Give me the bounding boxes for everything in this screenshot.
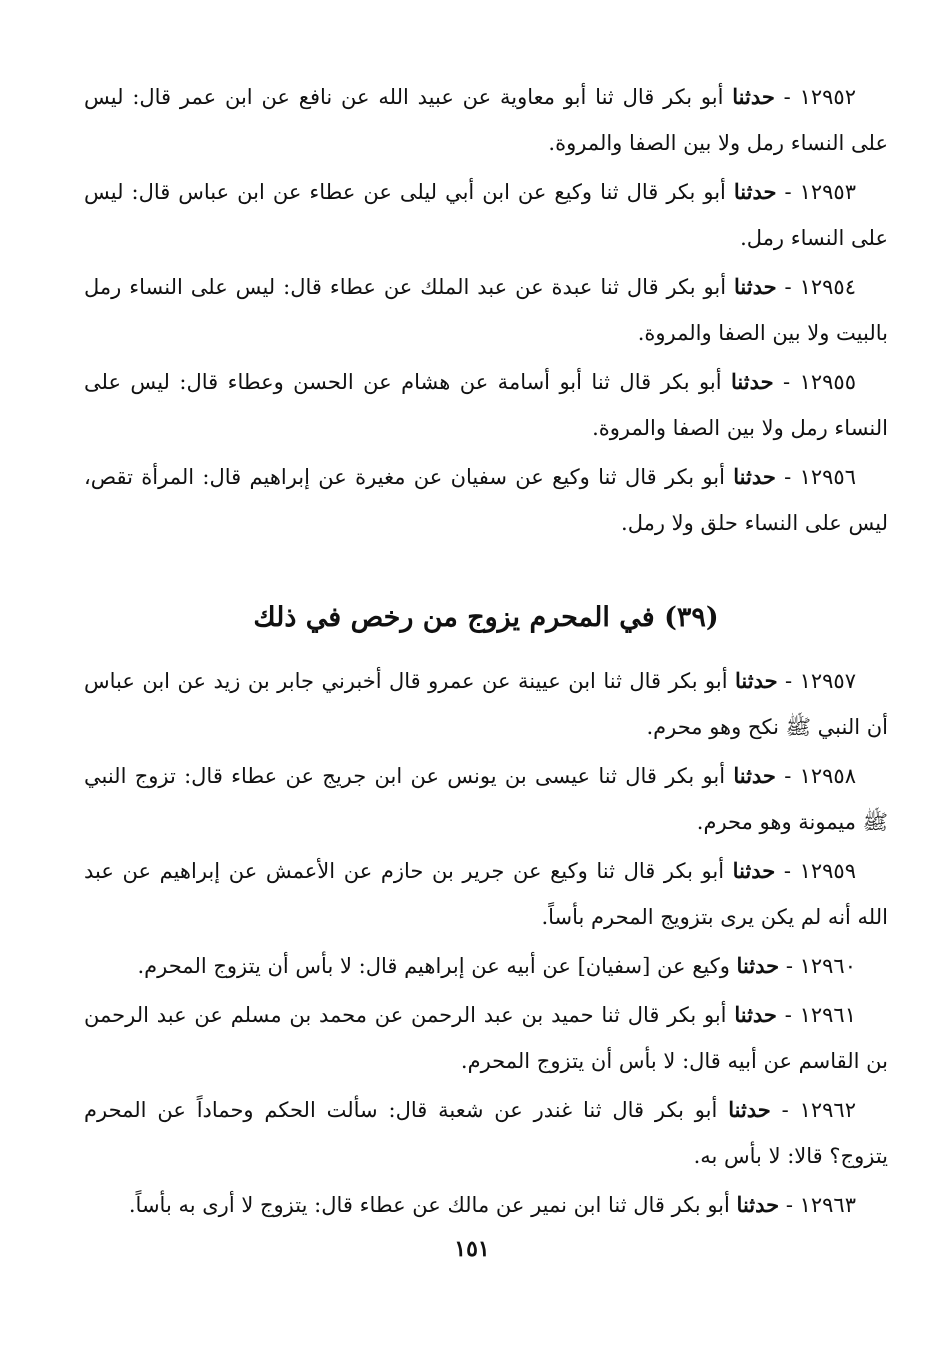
hadith-text: أبو بكر قال ثنا ابن عيينة عن عمرو قال أخبرني جابر بن زيد عن ابن عباس أن النبي ﷺ نكح وهو محرم.: [84, 669, 888, 739]
hadith-number: ١٢٩٥٩: [799, 859, 856, 883]
chapter-heading: (٣٩) في المحرم يزوج من رخص في ذلك: [253, 602, 719, 633]
hadith-text: وكيع عن [سفيان] عن أبيه عن إبراهيم قال: لا بأس أن يتزوج المحرم.: [137, 954, 730, 978]
hadith-lead: حدثنا: [734, 668, 778, 693]
hadith-text: أبو بكر قال ثنا وكيع عن ابن أبي ليلى عن عطاء عن ابن عباس قال: ليس على النساء رمل.: [84, 180, 888, 250]
hadith-list-b: [84, 658, 888, 1228]
hadith-lead: حدثنا: [734, 1002, 777, 1027]
hadith-number: ١٢٩٥٣: [799, 180, 856, 204]
hadith-number: ١٢٩٦٠: [799, 954, 856, 978]
hadith-list-a: [84, 74, 888, 546]
hadith-entry: ١٢٩٦١ - حدثنا أبو بكر قال ثنا حميد بن عبد الرحمن عن محمد بن مسلم عن عبد الرحمن بن القاسم عن أبيه قال: لا بأس أن يتزوج المحرم.: [84, 1002, 888, 1073]
hadith-text: أبو بكر قال ثنا عيسى بن يونس عن ابن جريج عن عطاء قال: تزوج النبي ﷺ ميمونة وهو محرم.: [84, 764, 888, 834]
hadith-text: أبو بكر قال ثنا أبو معاوية عن عبيد الله عن نافع عن ابن عمر قال: ليس على النساء رمل ولا بين الصفا والمروة.: [84, 85, 888, 155]
page-number: ١٥١: [454, 1236, 490, 1262]
hadith-number: ١٢٩٦١: [799, 1003, 856, 1027]
hadith-text: أبو بكر قال ثنا وكيع عن سفيان عن مغيرة عن إبراهيم قال: المرأة تقص، ليس على النساء حلق ولا رمل.: [84, 465, 888, 535]
hadith-lead: حدثنا: [736, 953, 780, 978]
hadith-entry: ١٢٩٥٨ - حدثنا أبو بكر قال ثنا عيسى بن يونس عن ابن جريج عن عطاء قال: تزوج النبي ﷺ ميمونة وهو محرم.: [84, 763, 888, 834]
hadith-text: أبو بكر قال ثنا أبو أسامة عن هشام عن الحسن وعطاء قال: ليس على النساء رمل ولا بين الصفا والمروة.: [84, 370, 888, 440]
hadith-entry: ١٢٩٥٢ - حدثنا أبو بكر قال ثنا أبو معاوية عن عبيد الله عن نافع عن ابن عمر قال: ليس على النساء رمل ولا بين الصفا والمروة.: [84, 84, 888, 155]
hadith-entry: ١٢٩٥٩ - حدثنا أبو بكر قال ثنا وكيع عن جرير بن حازم عن الأعمش عن إبراهيم عن عبد الله أنه لم يكن يرى بتزويج المحرم بأساً.: [84, 858, 888, 929]
hadith-entry: ١٢٩٦٢ - حدثنا أبو بكر قال ثنا غندر عن شعبة قال: سألت الحكم وحماداً عن المحرم يتزوج؟ قالا: لا بأس به.: [84, 1097, 888, 1168]
hadith-number: ١٢٩٦٣: [799, 1193, 856, 1217]
hadith-number: ١٢٩٥٧: [799, 669, 856, 693]
hadith-text: أبو بكر قال ثنا غندر عن شعبة قال: سألت الحكم وحماداً عن المحرم يتزوج؟ قالا: لا بأس به.: [84, 1098, 888, 1168]
hadith-lead: حدثنا: [733, 179, 777, 204]
hadith-entry: ١٢٩٥٧ - حدثنا أبو بكر قال ثنا ابن عيينة عن عمرو قال أخبرني جابر بن زيد عن ابن عباس أن النبي ﷺ نكح وهو محرم.: [84, 668, 888, 739]
hadith-number: ١٢٩٥٤: [799, 275, 856, 299]
hadith-lead: حدثنا: [731, 369, 774, 394]
hadith-text: أبو بكر قال ثنا ابن نمير عن مالك عن عطاء قال: يتزوج لا أرى به بأساً.: [128, 1193, 730, 1217]
hadith-lead: حدثنا: [732, 858, 776, 883]
hadith-entry: ١٢٩٥٦ - حدثنا أبو بكر قال ثنا وكيع عن سفيان عن مغيرة عن إبراهيم قال: المرأة تقص، ليس على النساء حلق ولا رمل.: [84, 464, 888, 535]
hadith-lead: حدثنا: [736, 1192, 780, 1217]
hadith-number: ١٢٩٥٥: [799, 370, 856, 394]
hadith-number: ١٢٩٦٢: [799, 1098, 856, 1122]
hadith-lead: حدثنا: [732, 84, 775, 109]
hadith-text: أبو بكر قال ثنا عبدة عن عبد الملك عن عطاء قال: ليس على النساء رمل بالبيت ولا بين الصفا والمروة.: [84, 275, 888, 345]
hadith-entry: ١٢٩٦٠ - حدثنا وكيع عن [سفيان] عن أبيه عن إبراهيم قال: لا بأس أن يتزوج المحرم.: [137, 953, 856, 978]
hadith-text: أبو بكر قال ثنا وكيع عن جرير بن حازم عن الأعمش عن إبراهيم عن عبد الله أنه لم يكن يرى بتزويج المحرم بأساً.: [84, 859, 888, 929]
hadith-entry: ١٢٩٥٥ - حدثنا أبو بكر قال ثنا أبو أسامة عن هشام عن الحسن وعطاء قال: ليس على النساء رمل ولا بين الصفا والمروة.: [84, 369, 888, 440]
hadith-entry: ١٢٩٦٣ - حدثنا أبو بكر قال ثنا ابن نمير عن مالك عن عطاء قال: يتزوج لا أرى به بأساً.: [128, 1192, 856, 1217]
hadith-lead: حدثنا: [733, 763, 776, 788]
hadith-number: ١٢٩٥٦: [799, 465, 856, 489]
hadith-lead: حدثنا: [733, 464, 776, 489]
hadith-entry: ١٢٩٥٣ - حدثنا أبو بكر قال ثنا وكيع عن ابن أبي ليلى عن عطاء عن ابن عباس قال: ليس على النساء رمل.: [84, 179, 888, 250]
hadith-number: ١٢٩٥٢: [799, 85, 856, 109]
hadith-entry: ١٢٩٥٤ - حدثنا أبو بكر قال ثنا عبدة عن عبد الملك عن عطاء قال: ليس على النساء رمل بالبيت ولا بين الصفا والمروة.: [84, 274, 888, 345]
hadith-text: أبو بكر قال ثنا حميد بن عبد الرحمن عن محمد بن مسلم عن عبد الرحمن بن القاسم عن أبيه قال: لا بأس أن يتزوج المحرم.: [84, 1003, 888, 1073]
hadith-number: ١٢٩٥٨: [799, 764, 856, 788]
hadith-lead: حدثنا: [734, 274, 777, 299]
hadith-lead: حدثنا: [728, 1097, 771, 1122]
